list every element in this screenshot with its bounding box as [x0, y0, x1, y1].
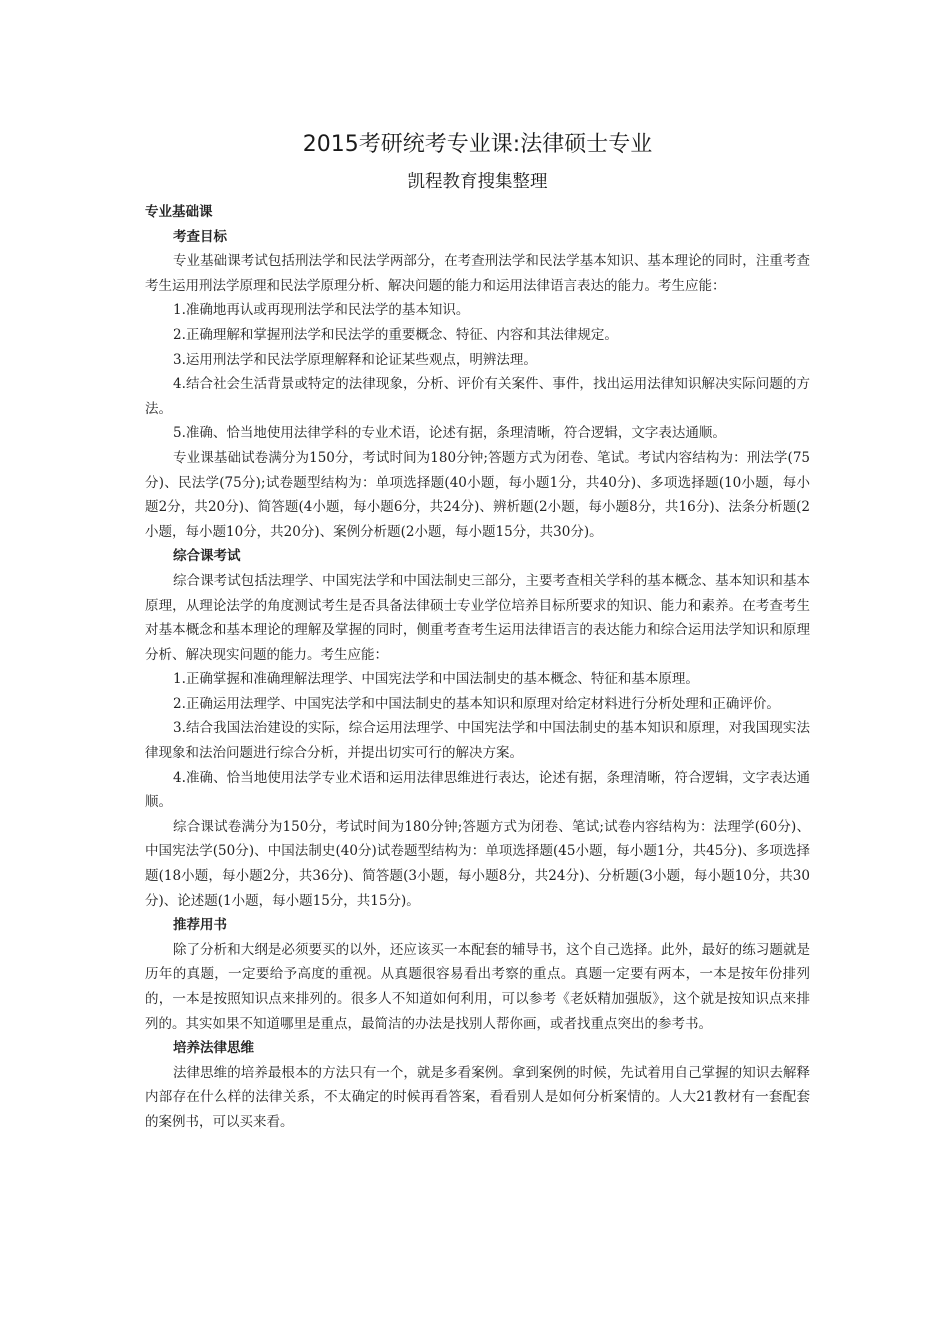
- paragraph-basic-exam-info: 专业课基础试卷满分为150分，考试时间为180分钟;答题方式为闭卷、笔试。考试内容结构为：刑法学(75分)、民法学(75分);试卷题型结构为：单项选择题(40小题，每小题1分，共40分)、多项选择题(10小题，每小题2分，共20分)、简答题(4小题，每小题6分，共24分)、辨析题(2小题，每小题8分，共16分)、法条分析题(2小题，每小题10分，共20分)、案例分析题(2小题，每小题15分，共30分)。: [145, 449, 810, 540]
- paragraph-comprehensive-intro: 综合课考试包括法理学、中国宪法学和中国法制史三部分，主要考查相关学科的基本概念、基本知识和基本原理，从理论法学的角度测试考生是否具备法律硕士专业学位培养目标所要求的知识、能力和素养。在考查考生对基本概念和基本理论的理解及掌握的同时，侧重考查考生运用法律语言的表达能力和综合运用法学知识和原理分析、解决现实问题的能力。考生应能：: [145, 572, 810, 663]
- list-item: 4.准确、恰当地使用法学专业术语和运用法律思维进行表达，论述有据，条理清晰，符合逻辑，文字表达通顺。: [145, 769, 810, 811]
- list-item: 1.准确地再认或再现刑法学和民法学的基本知识。: [173, 302, 470, 319]
- paragraph-books: 除了分析和大纲是必须要买的以外，还应该买一本配套的辅导书，这个自己选择。此外，最好的练习题就是历年的真题，一定要给予高度的重视。从真题很容易看出考察的重点。真题一定要有两本，一本是按年份排列的，一本是按照知识点来排列的。很多人不知道如何利用，可以参考《老妖精加强版》，这个就是按知识点来排列的。其实如果不知道哪里是重点，最简洁的办法是找别人帮你画，或者找重点突出的参考书。: [145, 941, 810, 1032]
- document-subtitle: 凯程教育搜集整理: [407, 172, 548, 192]
- paragraph-basic-intro: 专业基础课考试包括刑法学和民法学两部分，在考查刑法学和民法学基本知识、基本理论的同时，注重考查考生运用刑法学原理和民法学原理分析、解决问题的能力和运用法律语言表达的能力。考生应能：: [145, 253, 810, 294]
- section-heading-books: 推荐用书: [173, 917, 227, 934]
- section-heading-comprehensive: 综合课考试: [173, 548, 241, 565]
- section-heading-basic: 专业基础课: [145, 204, 213, 220]
- list-item: 5.准确、恰当地使用法律学科的专业术语，论述有据，条理清晰，符合逻辑，文字表达通顺。: [173, 425, 726, 442]
- paragraph-comprehensive-exam-info: 综合课试卷满分为150分，考试时间为180分钟;答题方式为闭卷、笔试;试卷内容结构为：法理学(60分)、中国宪法学(50分)、中国法制史(40分)试卷题型结构为：单项选择题(45小题，每小题1分，共45分)、多项选择题(18小题，每小题2分，共36分)、简答题(3小题，每小题8分，共24分)、分析题(3小题，每小题10分，共30分)、论述题(1小题，每小题15分，共15分)。: [145, 818, 810, 909]
- document-title: 2015考研统考专业课:法律硕士专业: [302, 132, 653, 157]
- list-item: 1.正确掌握和准确理解法理学、中国宪法学和中国法制史的基本概念、特征和基本原理。: [173, 671, 699, 688]
- list-item: 2.正确理解和掌握刑法学和民法学的重要概念、特征、内容和其法律规定。: [173, 326, 618, 343]
- document-page: [145, 128, 810, 1135]
- list-item: 3.结合我国法治建设的实际，综合运用法理学、中国宪法学和中国法制史的基本知识和原理，对我国现实法律现象和法治问题进行综合分析，并提出切实可行的解决方案。: [145, 720, 810, 762]
- list-item: 3.运用刑法学和民法学原理解释和论证某些观点，明辨法理。: [173, 351, 537, 368]
- list-item: 4.结合社会生活背景或特定的法律现象，分析、评价有关案件、事件，找出运用法律知识解决实际问题的方法。: [145, 376, 810, 417]
- section-heading-thinking: 培养法律思维: [173, 1040, 254, 1057]
- paragraph-thinking: 法律思维的培养最根本的方法只有一个，就是多看案例。拿到案例的时候，先试着用自己掌握的知识去解释内部存在什么样的法律关系，不太确定的时候再看答案，看看别人是如何分析案情的。人大21教材有一套配套的案例书，可以买来看。: [145, 1064, 810, 1130]
- subheading-goal: 考查目标: [173, 228, 227, 245]
- list-item: 2.正确运用法理学、中国宪法学和中国法制史的基本知识和原理对给定材料进行分析处理和正确评价。: [173, 695, 780, 712]
